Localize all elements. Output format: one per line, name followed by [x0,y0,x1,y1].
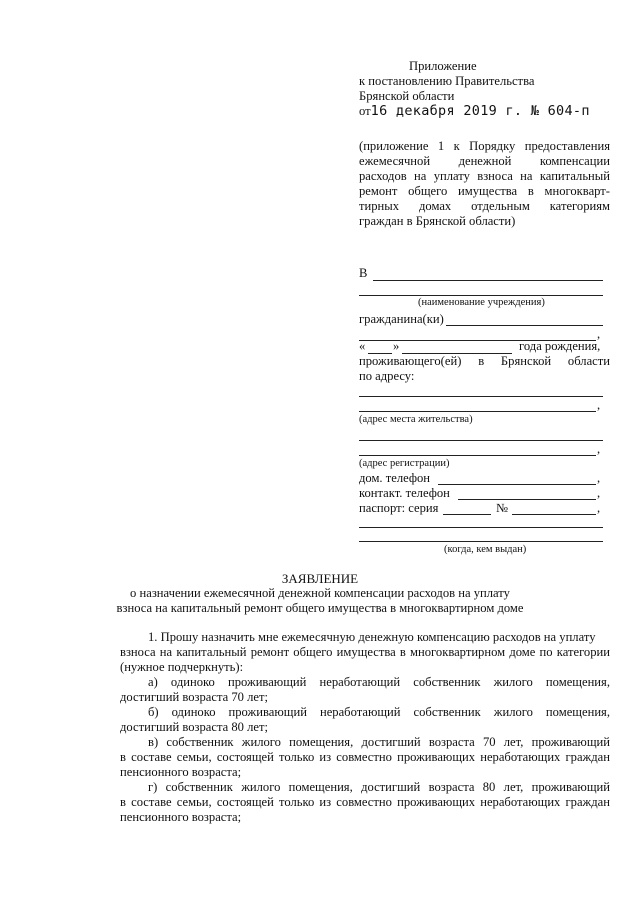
header-region: Брянской области [359,89,455,103]
comma: , [597,442,601,456]
passport-series-label: паспорт: серия [359,501,439,515]
residing-text: проживающего(ей) в Брянской области [359,354,610,368]
home-phone-field[interactable] [438,484,596,485]
header-decree: к постановлению Правительства [359,74,535,88]
option-a-line: а) одиноко проживающий неработающий собственник жилого помещения, [148,675,610,689]
annex-note-line: (приложение 1 к Порядку предоставления [359,139,610,153]
passport-issued-field[interactable] [359,527,603,528]
date-stamp: 16 декабря 2019 г. № 604-п [370,103,590,119]
comma: , [597,501,601,515]
body-text [120,630,610,825]
comma: , [597,486,601,500]
to-label: В [359,266,368,280]
document-title: ЗАЯВЛЕНИЕ [281,571,359,586]
institution-field-2[interactable] [359,295,603,296]
paragraph-line: 1. Прошу назначить мне ежемесячную денежную компенсацию расходов на уплату [148,630,596,644]
paragraph-line: взноса на капитальный ремонт общего имущества в многоквартирном доме по категории [120,645,610,659]
address-label: по адресу: [359,369,415,383]
header-date [359,103,590,119]
contact-phone-field[interactable] [458,499,596,500]
passport-series-field[interactable] [443,514,491,515]
home-phone-label: дом. телефон [359,471,431,485]
passport-number-field[interactable] [512,514,596,515]
option-g-line: в составе семьи, состоящей только из совместно проживающих неработающих граждан [120,795,610,809]
title-subline: о назначении ежемесячной денежной компенсации расходов на уплату [130,586,510,600]
option-a-line: достигший возраста 70 лет; [120,690,268,704]
annex-note-line: расходов на уплату взноса на капитальный [359,169,610,183]
residing-line [359,354,610,369]
option-b-line: б) одиноко проживающий неработающий собственник жилого помещения, [148,705,610,719]
registration-address-field[interactable] [359,440,603,441]
option-v-line: пенсионного возраста; [120,765,242,779]
annex-note [359,139,610,229]
paragraph-line: (нужное подчеркнуть): [120,660,244,674]
passport-number-label: № [496,501,509,515]
institution-caption: (наименование учреждения) [418,297,545,308]
citizen-label: гражданина(ки) [359,312,444,326]
registration-caption: (адрес регистрации) [359,458,450,469]
institution-field[interactable] [373,280,603,281]
option-v-line: в составе семьи, состоящей только из совместно проживающих неработающих граждан [120,750,610,764]
date-prefix: от [359,104,371,118]
passport-issued-field-2[interactable] [359,541,603,542]
residence-address-field[interactable] [359,396,603,397]
title-block [0,571,640,616]
annex-note-line: ежемесячной денежной компенсации [359,154,610,168]
birth-quote-open: « [359,339,366,353]
residence-caption: (адрес места жительства) [359,414,473,425]
comma: , [597,327,601,341]
registration-address-field-2[interactable] [359,455,596,456]
option-g-line: г) собственник жилого помещения, достигший возраста 80 лет, проживающий [148,780,610,794]
residence-address-field-2[interactable] [359,411,596,412]
annex-note-line: тирных домах отдельным категориям [359,199,610,213]
annex-note-line: ремонт общего имущества в многокварт- [359,184,610,198]
header-appendix: Приложение [409,59,477,73]
issued-caption: (когда, кем выдан) [444,544,527,555]
contact-phone-label: контакт. телефон [359,486,450,500]
option-v-line: в) собственник жилого помещения, достигший возраста 70 лет, проживающий [148,735,610,749]
comma: , [597,398,601,412]
birth-quote-close: » [393,339,400,353]
annex-note-line: граждан в Брянской области) [359,214,516,228]
citizen-name-field[interactable] [446,325,603,326]
birth-year-text: года рождения, [519,339,601,353]
title-subline: взноса на капитальный ремонт общего имущества в многоквартирном доме [116,601,524,615]
comma: , [597,471,601,485]
option-g-line: пенсионного возраста; [120,810,242,824]
option-b-line: достигший возраста 80 лет; [120,720,268,734]
